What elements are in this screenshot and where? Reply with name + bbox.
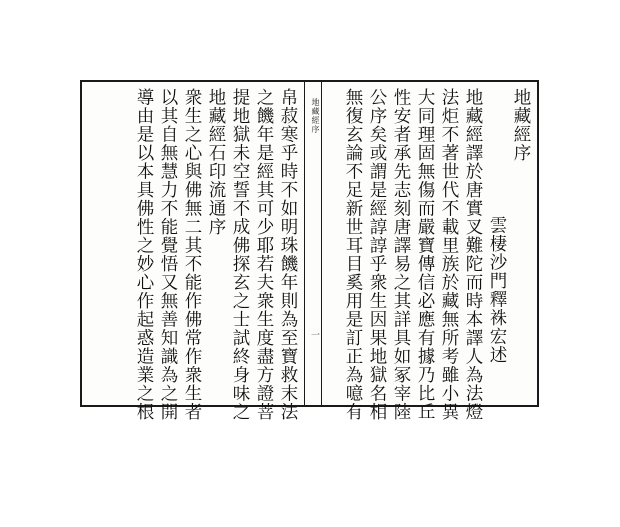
text-column: 地藏經譯於唐實叉難陀而時本譯人為法燈	[463, 88, 483, 421]
text-column: 公序矣或謂是經諄諄乎衆生因果地獄名相	[367, 88, 387, 421]
gutter-title: 地藏經序	[311, 98, 320, 134]
left-page-columns	[88, 88, 298, 421]
text-column: 衆生之心與佛無二其不能作佛常作衆生者	[182, 88, 202, 421]
center-gutter	[304, 82, 322, 405]
text-column: 性安者承先志刻唐譯易之其詳具如冢宰陸	[391, 88, 411, 421]
text-column: 提地獄未空誓不成佛探玄之士試終身味之	[230, 88, 250, 421]
author-line: 雲棲沙門釋袾宏述	[487, 216, 507, 364]
text-column: 法炬不著世代不載里族於藏無所考雖小異	[439, 88, 459, 421]
page-number: 一	[309, 330, 319, 339]
text-column: 以其自無慧力不能覺悟又無善知識為之開	[158, 88, 178, 421]
right-page	[324, 88, 531, 421]
text-column: 帛菽寒乎時不如明珠饑年則為至寶救末法	[278, 88, 298, 421]
text-column: 導由是以本具佛性之妙心作起惑造業之根	[134, 88, 154, 421]
text-column: 大同理固無傷而嚴寶傳信必應有據乃比丘	[415, 88, 435, 421]
right-page-columns	[324, 88, 531, 421]
text-column: 之饑年是經其可少耶若夫衆生度盡方證菩	[254, 88, 274, 421]
book-spread	[80, 80, 539, 421]
left-page	[88, 88, 298, 421]
section-title: 地藏經石印流通序	[206, 88, 226, 236]
text-column: 無復玄論不足新世耳目奚用是訂正為噫有	[343, 88, 363, 421]
preface-title: 地藏經序	[511, 88, 531, 162]
